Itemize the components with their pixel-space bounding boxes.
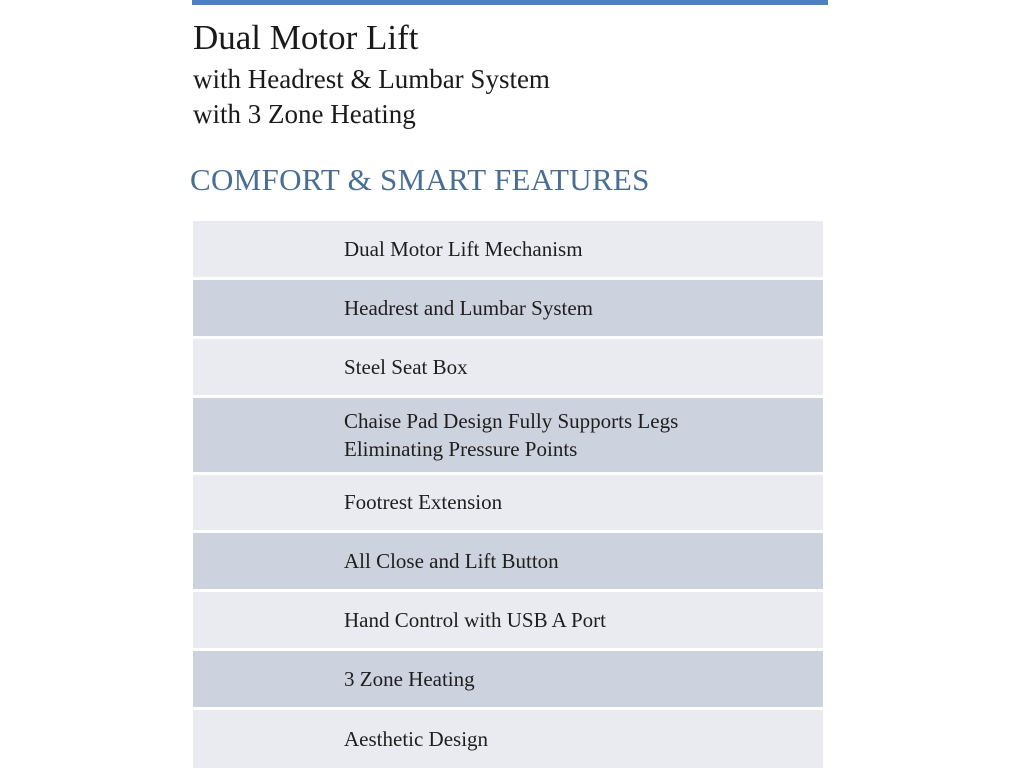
feature-row-aesthetic-design	[193, 710, 823, 768]
feature-label: All Close and Lift Button	[344, 549, 559, 574]
feature-label: 3 Zone Heating	[344, 667, 475, 692]
feature-label: Chaise Pad Design Fully Supports Legs Eliminating Pressure Points	[344, 408, 679, 461]
feature-row-headrest-lumbar	[193, 280, 823, 339]
features-table	[193, 221, 823, 768]
feature-row-zone-heating	[193, 651, 823, 710]
product-title: Dual Motor Lift	[193, 18, 419, 57]
feature-label: Dual Motor Lift Mechanism	[344, 236, 583, 261]
feature-row-hand-control	[193, 592, 823, 651]
feature-row-dual-motor	[193, 221, 823, 280]
top-accent-rule	[192, 0, 828, 5]
feature-row-chaise-pad	[193, 398, 823, 475]
product-subtitle-heating: with 3 Zone Heating	[193, 99, 416, 129]
feature-row-footrest	[193, 475, 823, 534]
feature-row-steel-seat-box	[193, 339, 823, 398]
feature-label: Footrest Extension	[344, 490, 503, 515]
feature-label: Headrest and Lumbar System	[344, 295, 594, 320]
features-section-heading: COMFORT & SMART FEATURES	[190, 162, 650, 197]
feature-label: Hand Control with USB A Port	[344, 608, 606, 633]
product-subtitle-headrest: with Headrest & Lumbar System	[193, 64, 550, 94]
feature-label: Steel Seat Box	[344, 354, 468, 379]
feature-label: Aesthetic Design	[344, 727, 489, 752]
feature-row-close-lift-button	[193, 533, 823, 592]
